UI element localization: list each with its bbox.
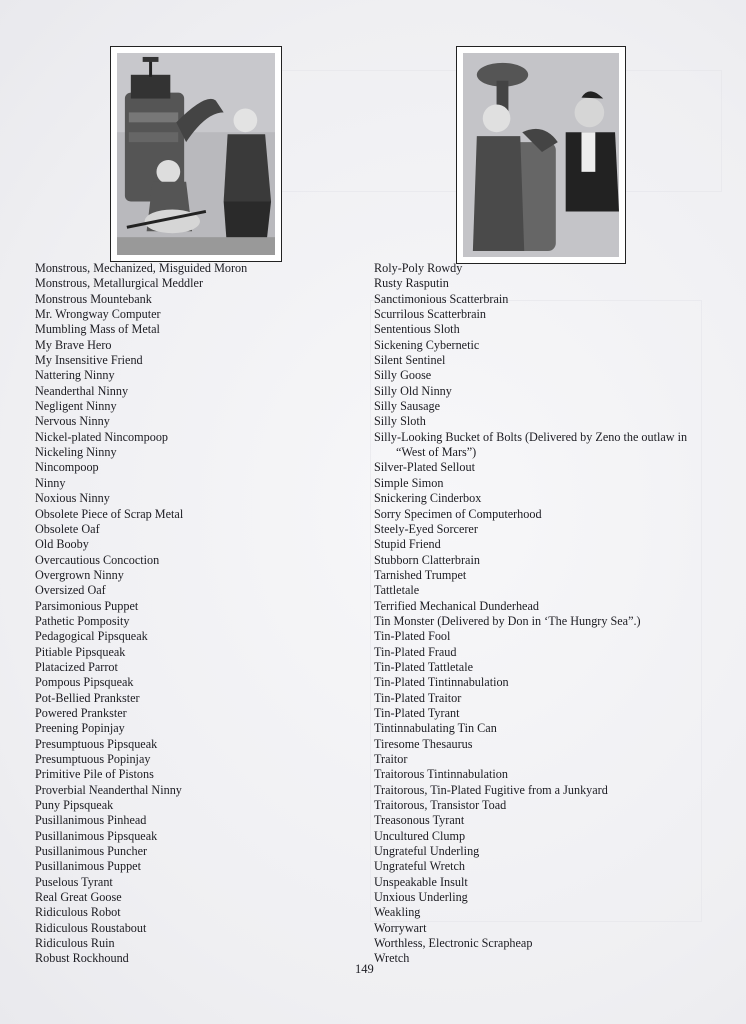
name-list-item: Presumptuous Popinjay — [35, 752, 151, 766]
name-list-item: Old Booby — [35, 537, 89, 552]
name-list-item: Pathetic Pomposity — [35, 613, 130, 628]
name-list-item: Tin-Plated Tintinnabulation — [374, 675, 509, 690]
name-list-item: Rusty Rasputin — [374, 276, 449, 291]
left-name-list — [35, 261, 335, 967]
name-list-item: Noxious Ninny — [35, 491, 110, 506]
name-list-item: Uncultured Clump — [374, 828, 466, 843]
name-list-item: Ninny — [35, 475, 66, 490]
name-list-item: Sickening Cybernetic — [374, 337, 480, 352]
name-list-item: Sententious Sloth — [374, 322, 460, 337]
name-list-item: Silly-Looking Bucket of Bolts (Delivered by Zeno the outlaw in — [374, 429, 688, 444]
name-list-item: Silly Old Ninny — [374, 383, 452, 398]
name-list-item: Traitorous Tintinnabulation — [374, 767, 508, 782]
name-list-item: Silly Sausage — [374, 399, 441, 414]
name-list-item: Pusillanimous Pinhead — [35, 813, 147, 828]
name-list-item: Ridiculous Robot — [35, 905, 121, 920]
name-list-item: Tattletale — [374, 583, 420, 598]
name-list-item: “West of Mars”) — [396, 445, 477, 460]
name-list-item: Monstrous, Metallurgical Meddler — [35, 276, 204, 291]
name-list-item: Monstrous Mountebank — [35, 291, 152, 306]
name-list-item: Tin Monster (Delivered by Don in ‘The Hungry Sea”.) — [374, 613, 641, 628]
name-list-item: Nattering Ninny — [35, 368, 115, 383]
name-list-item: Platacized Parrot — [35, 659, 118, 674]
photo-right — [456, 46, 626, 264]
name-list-item: Snickering Cinderbox — [374, 491, 482, 506]
name-list-item: Nincompoop — [35, 460, 99, 475]
photo-robot-guitar-scene — [117, 53, 275, 255]
photo-left — [110, 46, 282, 262]
name-list-item: Ridiculous Ruin — [35, 936, 115, 951]
name-list-item: Neanderthal Ninny — [35, 383, 129, 398]
name-list-item: Ungrateful Wretch — [374, 859, 465, 874]
name-list-item: Real Great Goose — [35, 890, 122, 905]
name-list-item: Pedagogical Pipsqueak — [35, 629, 148, 644]
name-list-item: Traitorous, Tin-Plated Fugitive from a Junkyard — [374, 782, 608, 797]
name-list-item: Tin-Plated Tattletale — [374, 659, 474, 674]
name-list-item: Pusillanimous Pipsqueak — [35, 828, 158, 843]
name-list-item: Proverbial Neanderthal Ninny — [35, 782, 182, 797]
name-list-item: Roly-Poly Rowdy — [374, 261, 463, 275]
name-list-item: Traitor — [374, 752, 408, 766]
name-list-item: Wretch — [374, 951, 410, 966]
name-list-item: Worrywart — [374, 920, 427, 935]
name-list-item: Stubborn Clatterbrain — [374, 552, 480, 567]
name-list-item: Silly Goose — [374, 368, 432, 383]
name-list-item: Pusillanimous Puncher — [35, 844, 148, 859]
name-list-item: Sanctimonious Scatterbrain — [374, 291, 509, 306]
name-list-item: Overcautious Concoction — [35, 552, 160, 567]
name-list-item: Tiresome Thesaurus — [374, 736, 473, 751]
photo-robot-couple-scene — [463, 53, 619, 257]
name-list-item: Worthless, Electronic Scrapheap — [374, 936, 533, 951]
name-list-item: Ungrateful Underling — [374, 844, 480, 859]
name-list-item: Silver-Plated Sellout — [374, 460, 475, 475]
name-list-item: Unspeakable Insult — [374, 874, 468, 889]
name-list-item: Parsimonious Puppet — [35, 598, 139, 613]
name-list-item: Puny Pipsqueak — [35, 798, 114, 813]
name-list-item: Obsolete Oaf — [35, 521, 100, 536]
name-list-item: Tin-Plated Traitor — [374, 690, 462, 705]
name-list-item: Mr. Wrongway Computer — [35, 307, 161, 322]
name-list-item: My Brave Hero — [35, 337, 112, 352]
name-list-item: Nickeling Ninny — [35, 445, 117, 460]
name-list-item: Stupid Friend — [374, 537, 441, 552]
name-list-item: Steely-Eyed Sorcerer — [374, 521, 478, 536]
name-list-item: Powered Prankster — [35, 705, 127, 720]
name-list-item: Oversized Oaf — [35, 583, 106, 598]
name-list-item: Presumptuous Pipsqueak — [35, 736, 158, 751]
name-list-item: Scurrilous Scatterbrain — [374, 307, 487, 322]
name-list-item: Tin-Plated Tyrant — [374, 705, 460, 720]
name-list-item: Pot-Bellied Prankster — [35, 690, 140, 705]
name-list-item: Overgrown Ninny — [35, 567, 124, 582]
right-name-list — [374, 261, 714, 967]
name-list-item: Pompous Pipsqueak — [35, 675, 134, 690]
name-list-item: Tin-Plated Fool — [374, 629, 451, 644]
name-list-item: Robust Rockhound — [35, 951, 129, 966]
name-list-item: Pitiable Pipsqueak — [35, 644, 126, 659]
name-list-item: Nickel-plated Nincompoop — [35, 429, 169, 444]
name-list-item: My Insensitive Friend — [35, 353, 143, 368]
name-list-item: Monstrous, Mechanized, Misguided Moron — [35, 261, 248, 275]
name-list-item: Terrified Mechanical Dunderhead — [374, 598, 539, 613]
name-list-item: Unxious Underling — [374, 890, 468, 905]
name-list-item: Silly Sloth — [374, 414, 426, 429]
name-list-item: Simple Simon — [374, 475, 444, 490]
name-list-item: Silent Sentinel — [374, 353, 446, 368]
name-list-item: Mumbling Mass of Metal — [35, 322, 160, 337]
name-list-item: Ridiculous Roustabout — [35, 920, 147, 935]
name-list-item: Negligent Ninny — [35, 399, 117, 414]
name-list-item: Treasonous Tyrant — [374, 813, 465, 828]
name-list-item: Tintinnabulating Tin Can — [374, 721, 497, 736]
name-list-item: Puselous Tyrant — [35, 874, 113, 889]
name-list-item: Obsolete Piece of Scrap Metal — [35, 506, 184, 521]
name-list-item: Tarnished Trumpet — [374, 567, 467, 582]
page-number: 149 — [355, 962, 374, 976]
name-list-item: Pusillanimous Puppet — [35, 859, 141, 874]
name-list-item: Primitive Pile of Pistons — [35, 767, 154, 782]
name-list-item: Nervous Ninny — [35, 414, 110, 429]
name-list-item: Tin-Plated Fraud — [374, 644, 457, 659]
name-list-item: Preening Popinjay — [35, 721, 125, 736]
name-list-item: Sorry Specimen of Computerhood — [374, 506, 542, 521]
name-list-item: Traitorous, Transistor Toad — [374, 798, 507, 813]
name-list-item: Weakling — [374, 905, 421, 920]
